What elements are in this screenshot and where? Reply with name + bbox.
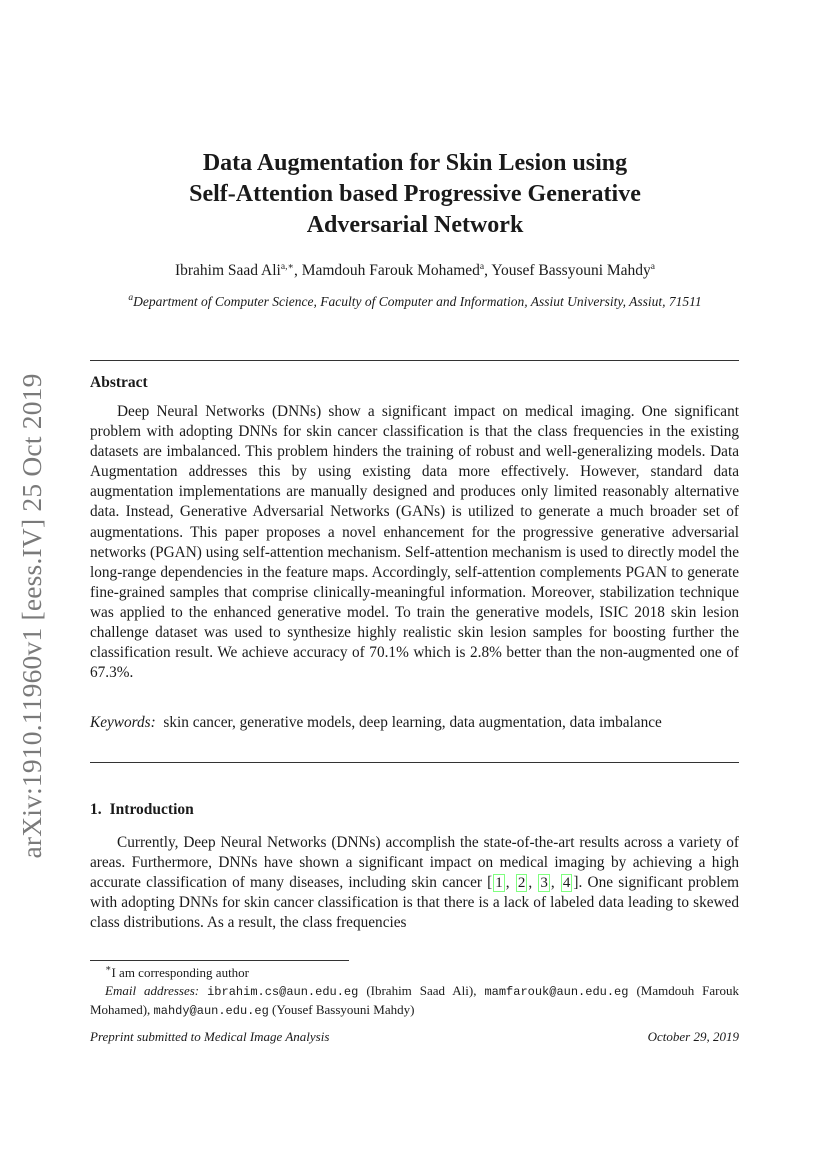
keywords-label: Keywords:	[90, 714, 156, 731]
citation-link[interactable]: 1	[495, 875, 503, 892]
citation-link[interactable]: 3	[540, 875, 548, 892]
footnote-emails	[90, 982, 739, 1021]
email-link[interactable]: ibrahim.cs@aun.edu.eg	[207, 984, 359, 999]
author-name: Ibrahim Saad Ali	[174, 262, 281, 279]
email-owner: (Mamdouh Farouk Mohamed),	[90, 982, 739, 1017]
email-owner: (Yousef Bassyouni Mahdy)	[272, 1002, 415, 1017]
affiliation-marker: a	[128, 293, 134, 303]
email-owner: (Ibrahim Saad Ali),	[366, 982, 477, 998]
abstract-text: Deep Neural Networks (DNNs) show a significant impact on medical imaging. One significant problem with adopting DNNs for skin cancer classification is that the class frequencies in the existing datasets are imbalanced. This problem hinders the training of robust and well-generalizing models. Data Augmentation addresses this by using existing data more effectively. However, standard data augmentation implementations are manually designed and produces only limited reasonably alternative data. Instead, Generative Adversarial Networks (GANs) is utilized to generate a much broader set of augmentations. This paper proposes a novel enhancement for the progressive generative adversarial networks (PGAN) using self-attention mechanism. Self-attention mechanism is used to directly model the long-range dependencies in the feature maps. Accordingly, self-attention complements PGAN to generate fine-grained samples that comprise clinically-meaningful information. Moreover, stabilization technique was applied to the enhanced generative model. To train the generative models, ISIC 2018 skin lesion challenge dataset was used to synthesize highly realistic skin lesion samples for boosting further the classification result. We achieve accuracy of 70.1% which is 2.8% better than the non-augmented one of 67.3%.	[90, 403, 739, 682]
footnote-marker: ∗	[105, 964, 112, 974]
keywords-list: skin cancer, generative models, deep learning, data augmentation, data imbalance	[163, 714, 662, 731]
author-affiliation-marker: a,∗	[280, 262, 294, 272]
footnote-corresponding-text: I am corresponding author	[111, 965, 250, 980]
preprint-note: Preprint submitted to Medical Image Analysis	[90, 1029, 330, 1044]
title-line-3: Adversarial Network	[306, 212, 524, 238]
footnote	[90, 964, 739, 1021]
intro-text-after: ]. One significant problem with adopting DNNs for skin cancer classification is that there is a lack of labeled data leading to skewed class distributions. As a result, the class frequencies	[90, 874, 740, 932]
title-line-2: Self-Attention based Progressive Generative	[189, 181, 641, 207]
email-link[interactable]: mahdy@aun.edu.eg	[153, 1004, 269, 1018]
author-name: Mamdouh Farouk Mohamed	[301, 262, 480, 279]
title-line-1: Data Augmentation for Skin Lesion using	[202, 150, 628, 176]
affiliation	[90, 294, 740, 310]
section-number: 1.	[90, 801, 102, 818]
citation-link[interactable]: 2	[517, 875, 526, 892]
author-list: Ibrahim Saad Ali$^{a,∗}$, Mamdouh Farouk Mohamed$^a$, Yousef Bassyouni Mahdy$^a$	[174, 262, 656, 279]
keywords	[90, 713, 739, 733]
author-affiliation-marker: a	[479, 262, 485, 272]
arxiv-sidebar	[4, 366, 60, 866]
abstract-bottom-rule	[90, 762, 739, 763]
paper-title	[90, 148, 740, 241]
affiliation-text: Department of Computer Science, Faculty of Computer and Information, Assiut University, Assiut, 71511	[133, 294, 702, 309]
citation-link[interactable]: 4	[562, 875, 571, 892]
abstract-top-rule	[90, 360, 739, 361]
footnote-corresponding	[90, 964, 739, 982]
author-affiliation-marker: a	[650, 262, 656, 272]
abstract-heading: Abstract	[90, 374, 148, 391]
intro-text-before: Currently, Deep Neural Networks (DNNs) accomplish the state-of-the-art results across a variety of areas. Furthermore, DNNs have shown a significant impact on medical imaging by achieving a high accurate classification of many diseases, including skin cancer [	[90, 834, 739, 892]
introduction-paragraph: Currently, Deep Neural Networks (DNNs) accomplish the state-of-the-art results across a variety of areas. Furthermore, DNNs have shown a significant impact on medical imaging by achieving a high accurate classification of many diseases, including skin cancer [ 1 , 2 , 3 , 4 ]. One significant problem with adopting DNNs for skin cancer classification is that there is a lack of labeled data leading to skewed class distributions. As a result, the class frequencies	[90, 834, 740, 932]
footnote-rule	[90, 960, 349, 961]
email-label: Email addresses:	[105, 982, 200, 998]
section-heading-introduction	[90, 801, 194, 819]
preprint-date: October 29, 2019	[647, 1029, 739, 1044]
section-title: Introduction	[109, 801, 194, 818]
arxiv-identifier[interactable]: arXiv:1910.11960v1 [eess.IV] 25 Oct 2019	[16, 373, 47, 859]
author-name: Yousef Bassyouni Mahdy	[491, 262, 651, 279]
email-link[interactable]: mamfarouk@aun.edu.eg	[484, 984, 629, 999]
